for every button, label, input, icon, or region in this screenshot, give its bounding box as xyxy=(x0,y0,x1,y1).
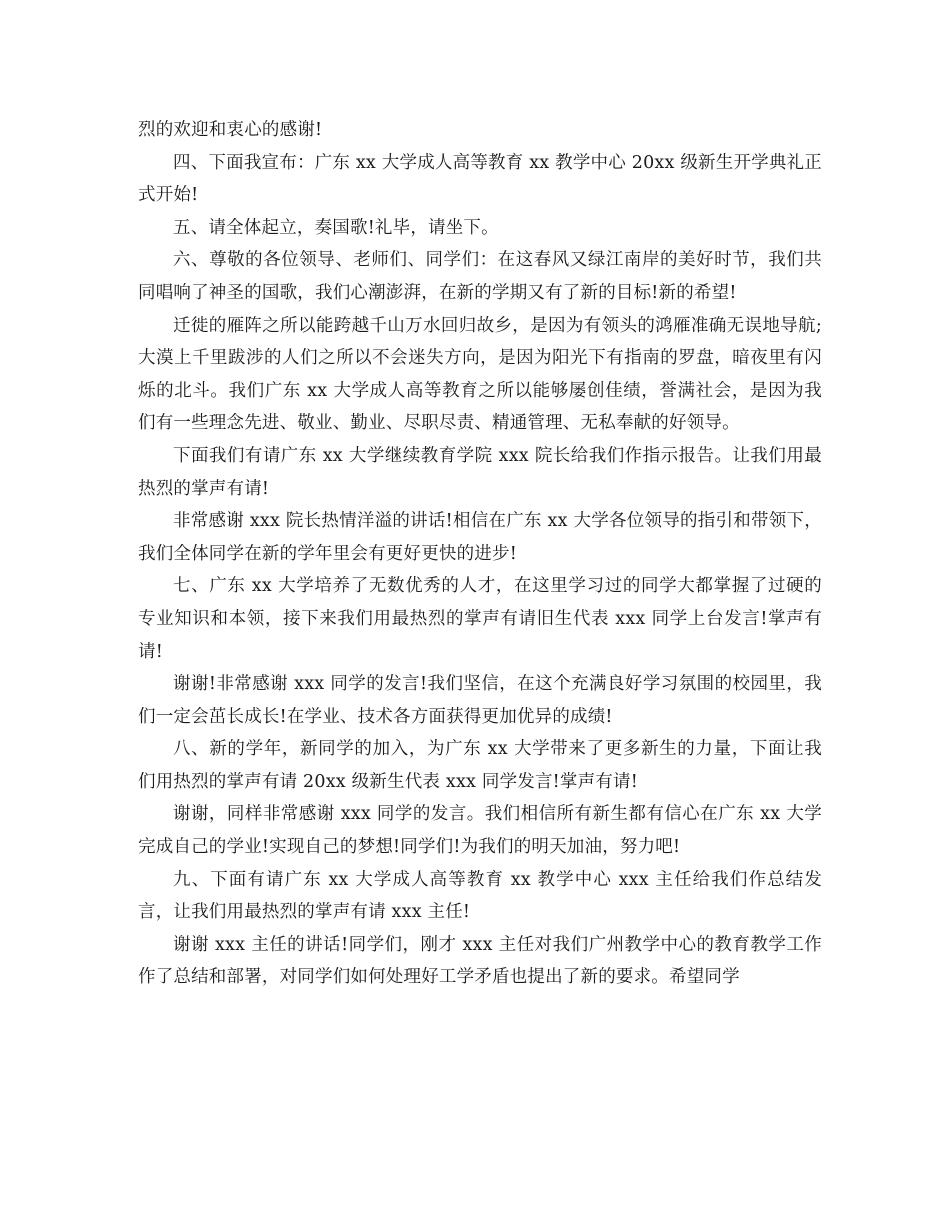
paragraph: 谢谢 xxx 主任的讲话!同学们，刚才 xxx 主任对我们广州教学中心的教育教学工作作了总结和部署，对同学们如何处理好工学矛盾也提出了新的要求。希望同学 xyxy=(138,934,822,988)
paragraph: 非常感谢 xxx 院长热情洋溢的讲话!相信在广东 xx 大学各位领导的指引和带领下，我们全体同学在新的学年里会有更好更快的进步! xyxy=(138,511,822,564)
paragraph: 迁徙的雁阵之所以能跨越千山万水回归故乡，是因为有领头的鸿雁准确无误地导航;大漠上千里跋涉的人们之所以不会迷失方向，是因为阳光下有指南的罗盘，暗夜里有闪烁的北斗。我们广东 xx 大学成人高等教育之所以能够屡创佳绩，誉满社会，是因为我们有一些理念先进、敬业、勤业、尽职尽责、精通管理、无私奉献的好领导。 xyxy=(138,315,822,434)
paragraph: 下面我们有请广东 xx 大学继续教育学院 xxx 院长给我们作指示报告。让我们用最热烈的掌声有请! xyxy=(138,445,822,499)
paragraph: 五、请全体起立，奏国歌!礼毕，请坐下。 xyxy=(173,217,499,238)
paragraph: 六、尊敬的各位领导、老师们、同学们：在这春风又绿江南岸的美好时节，我们共同唱响了神圣的国歌，我们心潮澎湃，在新的学期又有了新的目标!新的希望! xyxy=(138,250,822,303)
paragraph: 谢谢，同样非常感谢 xxx 同学的发言。我们相信所有新生都有信心在广东 xx 大学完成自己的学业!实现自己的梦想!同学们!为我们的明天加油，努力吧! xyxy=(138,804,822,858)
paragraph: 七、广东 xx 大学培养了无数优秀的人才，在这里学习过的同学大都掌握了过硬的专业知识和本领，接下来我们用最热烈的掌声有请旧生代表 xxx 同学上台发言!掌声有请! xyxy=(138,576,822,662)
paragraph: 八、新的学年，新同学的加入，为广东 xx 大学带来了更多新生的力量，下面让我们用热烈的掌声有请 20xx 级新生代表 xxx 同学发言!掌声有请! xyxy=(138,739,822,792)
paragraph: 谢谢!非常感谢 xxx 同学的发言!我们坚信，在这个充满良好学习氛围的校园里，我们一定会茁长成长!在学业、技术各方面获得更加优异的成绩! xyxy=(138,674,822,727)
document-body xyxy=(138,114,822,994)
paragraph: 四、下面我宣布：广东 xx 大学成人高等教育 xx 教学中心 20xx 级新生开学典礼正式开始! xyxy=(138,152,822,206)
paragraph: 烈的欢迎和衷心的感谢! xyxy=(138,120,323,140)
paragraph: 九、下面有请广东 xx 大学成人高等教育 xx 教学中心 xxx 主任给我们作总结发言，让我们用最热烈的掌声有请 xxx 主任! xyxy=(138,869,822,923)
